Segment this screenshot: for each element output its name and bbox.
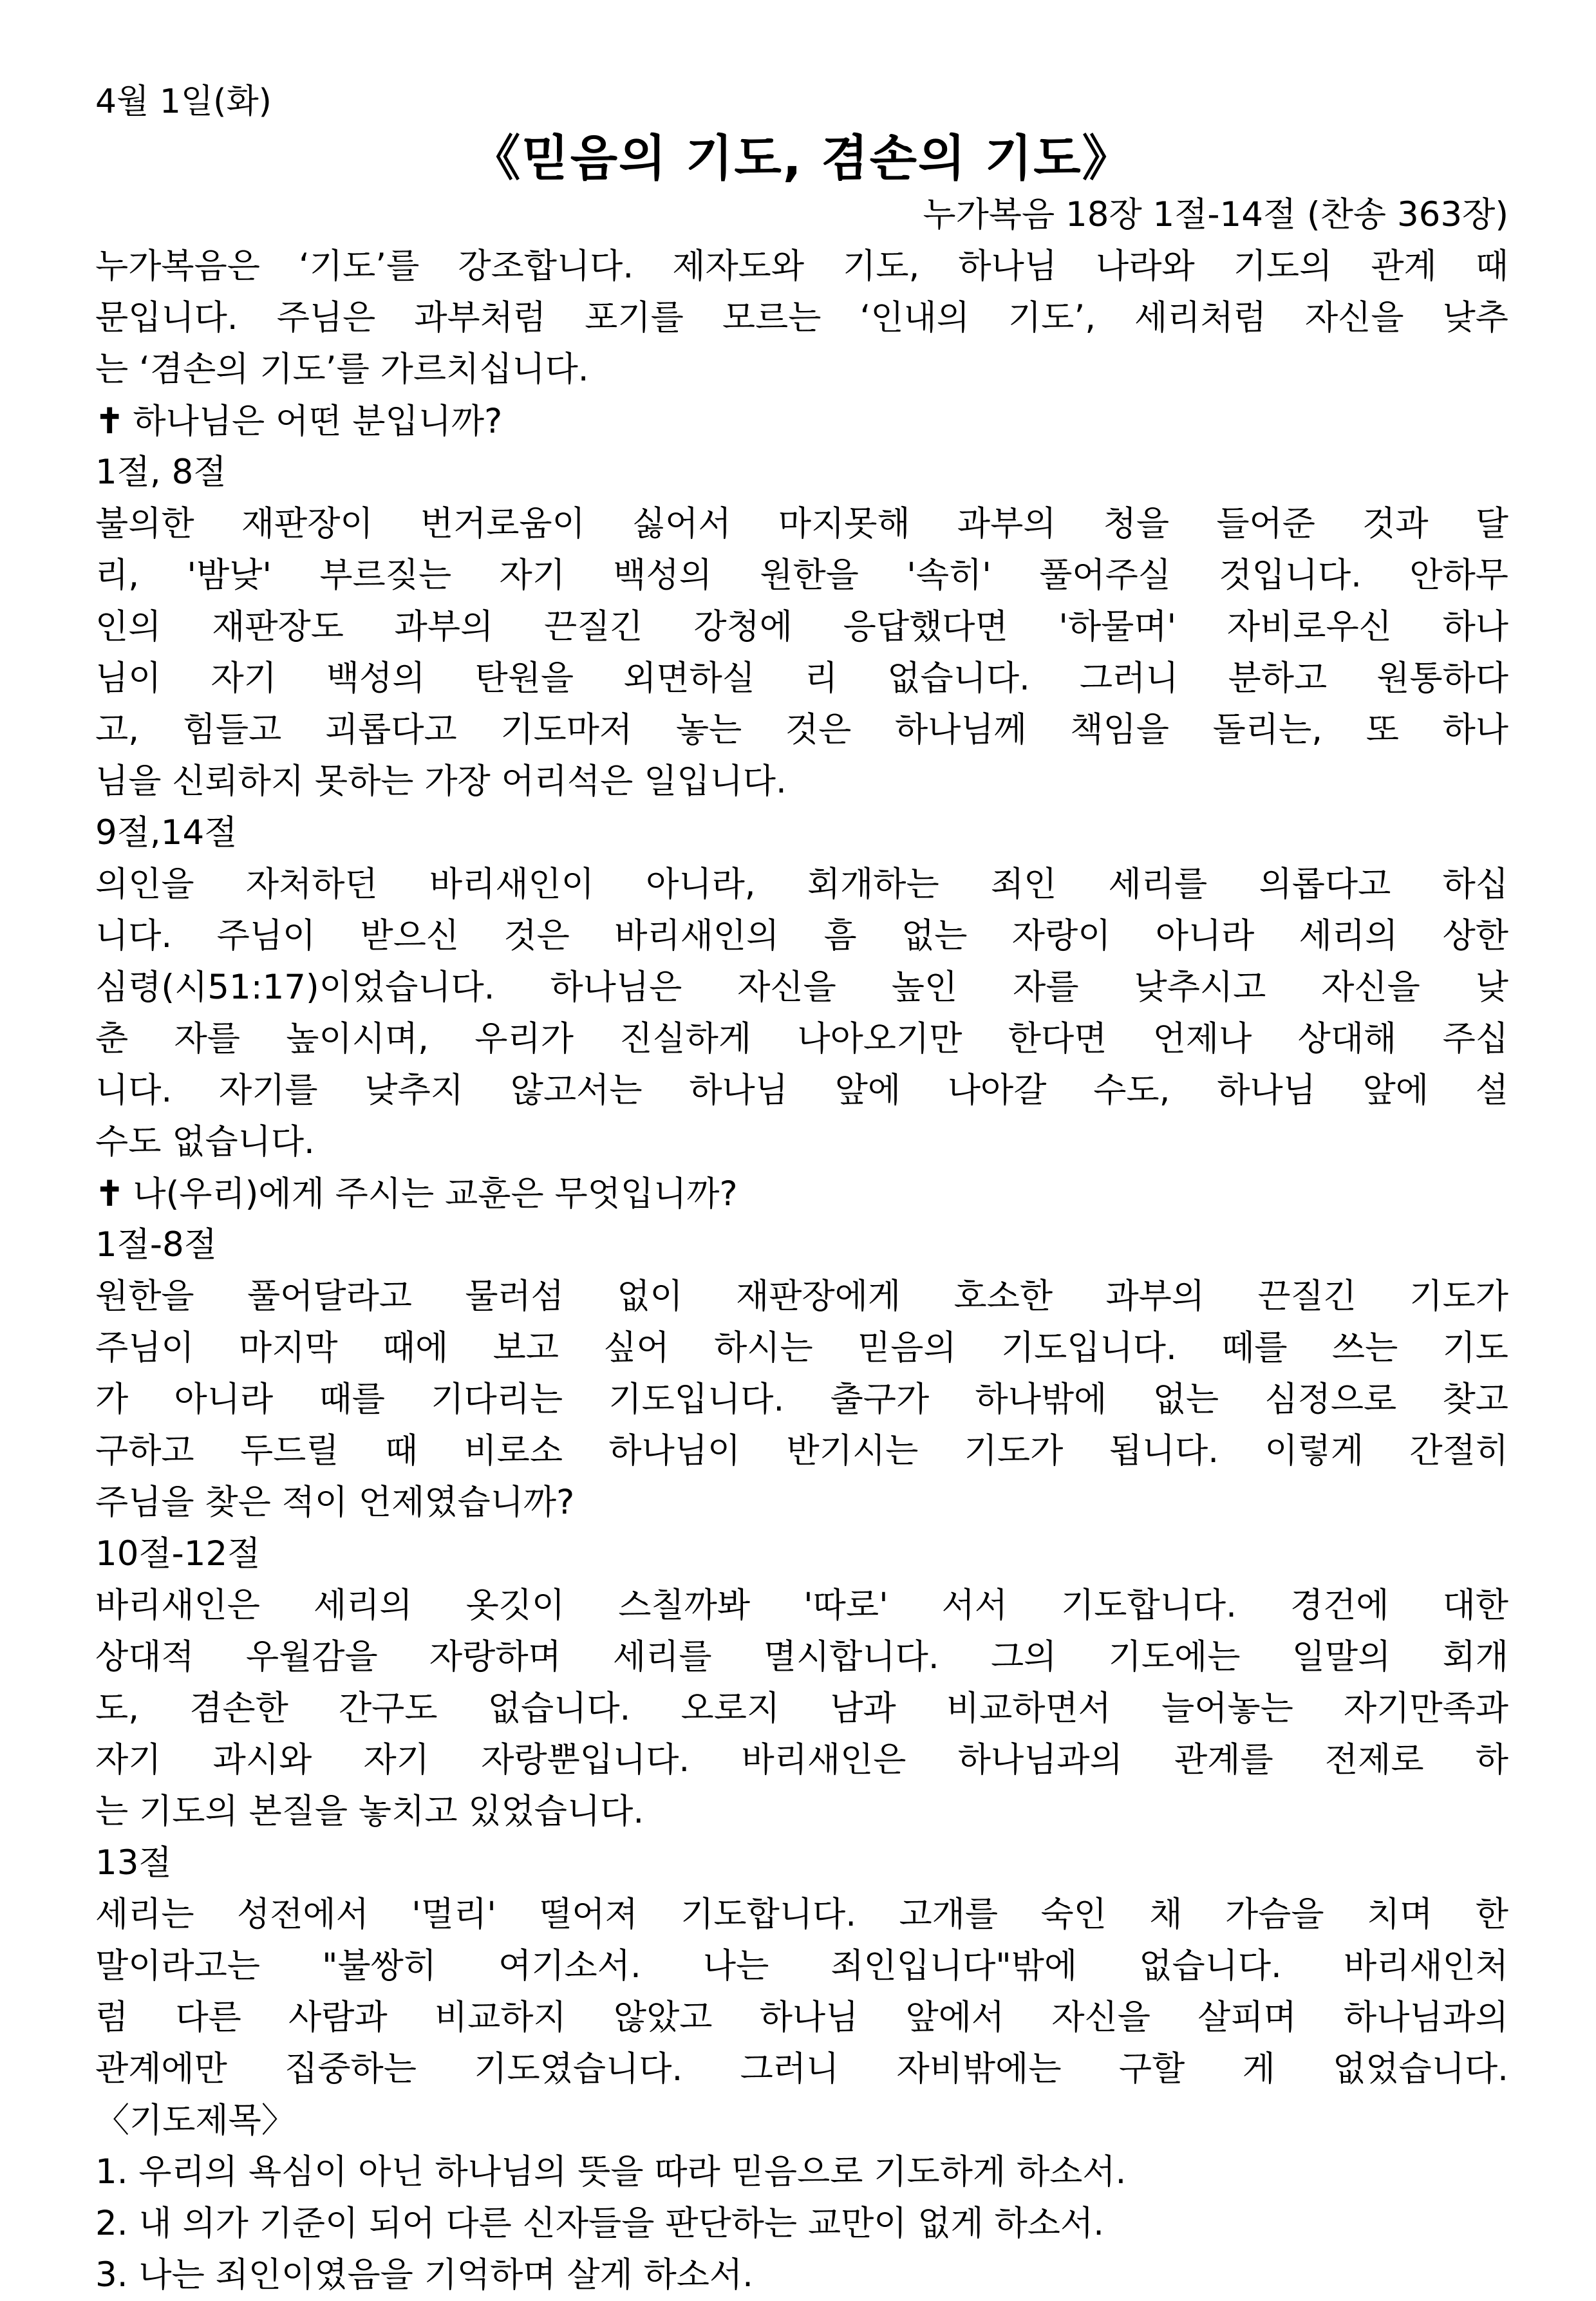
cross-icon: ✝: [95, 401, 124, 441]
paragraph-line: 고, 힘들고 괴롭다고 기도마저 놓는 것은 하나님께 책임을 돌리는, 또 하나: [95, 710, 1508, 749]
paragraph-line: 원한을 풀어달라고 물러섬 없이 재판장에게 호소한 과부의 끈질긴 기도가: [95, 1277, 1508, 1316]
cross-icon: ✝: [95, 1174, 124, 1214]
prayer-list: [95, 2146, 1508, 2301]
paragraph-line: 럼 다른 사람과 비교하지 않았고 하나님 앞에서 자신을 살피며 하나님과의: [95, 1998, 1508, 2037]
paragraph-line: 주님이 마지막 때에 보고 싶어 하시는 믿음의 기도입니다. 떼를 쓰는 기도: [95, 1328, 1508, 1367]
paragraph-line: 불의한 재판장이 번거로움이 싫어서 마지못해 과부의 청을 들어준 것과 달: [95, 504, 1508, 543]
verse-label: 9절,14절: [95, 813, 238, 852]
intro-line: 는 ‘겸손의 기도’를 가르치십니다.: [95, 350, 589, 389]
verse-label: 1절-8절: [95, 1225, 217, 1264]
devotional-page: [95, 76, 1508, 2301]
paragraph-line: 인의 재판장도 과부의 끈질긴 강청에 응답했다면 '하물며' 자비로우신 하나: [95, 607, 1508, 646]
verse-paragraph: [95, 1580, 1508, 1837]
verse-paragraph: [95, 498, 1508, 807]
paragraph-line: 말이라고는 "불쌍히 여기소서. 나는 죄인입니다"밖에 없습니다. 바리새인처: [95, 1946, 1508, 1986]
section-heading: [95, 395, 1508, 447]
paragraph-line: 세리는 성전에서 '멀리' 떨어져 기도합니다. 고개를 숙인 채 가슴을 치며 한: [95, 1895, 1508, 1934]
prayer-item: 3. 나는 죄인이였음을 기억하며 살게 하소서.: [95, 2255, 754, 2295]
prayer-heading: 〈기도제목〉: [95, 2101, 296, 2140]
paragraph-line: 바리새인은 세리의 옷깃이 스칠까봐 '따로' 서서 기도합니다. 경건에 대한: [95, 1586, 1508, 1625]
paragraph-line: 니다. 주님이 받으신 것은 바리새인의 흠 없는 자랑이 아니라 세리의 상한: [95, 916, 1508, 955]
intro-line: 문입니다. 주님은 과부처럼 포기를 모르는 ‘인내의 기도’, 세리처럼 자신을 낮추: [95, 298, 1508, 337]
paragraph-line: 주님을 찾은 적이 언제였습니까?: [95, 1483, 575, 1522]
intro-paragraph: [95, 241, 1508, 395]
verse-paragraph: [95, 859, 1508, 1168]
verse-label: 1절, 8절: [95, 453, 227, 492]
paragraph-line: 님이 자기 백성의 탄원을 외면하실 리 없습니다. 그러니 분하고 원통하다: [95, 659, 1508, 698]
paragraph-line: 관계에만 집중하는 기도였습니다. 그러니 자비밖에는 구할 게 없었습니다.: [95, 2049, 1508, 2089]
scripture-reference: 누가복음 18장 1절-14절 (찬송 363장): [923, 195, 1508, 234]
paragraph-line: 님을 신뢰하지 못하는 가장 어리석은 일입니다.: [95, 762, 787, 801]
paragraph-line: 리, '밤낮' 부르짖는 자기 백성의 원한을 '속히' 풀어주실 것입니다. 안하무: [95, 556, 1508, 595]
paragraph-line: 의인을 자처하던 바리새인이 아니라, 회개하는 죄인 세리를 의롭다고 하십: [95, 865, 1508, 904]
section-heading-text: 하나님은 어떤 분입니까?: [133, 402, 503, 441]
date-label: 4월 1일(화): [95, 82, 272, 121]
verse-paragraph: [95, 1889, 1508, 2095]
paragraph-line: 춘 자를 높이시며, 우리가 진실하게 나아오기만 한다면 언제나 상대해 주십: [95, 1019, 1508, 1058]
paragraph-line: 니다. 자기를 낮추지 않고서는 하나님 앞에 나아갈 수도, 하나님 앞에 설: [95, 1071, 1508, 1110]
intro-line: 누가복음은 ‘기도’를 강조합니다. 제자도와 기도, 하나님 나라와 기도의 관계 때: [95, 247, 1508, 286]
paragraph-line: 심령(시51:17)이었습니다. 하나님은 자신을 높인 자를 낮추시고 자신을 낮: [95, 968, 1508, 1007]
verse-label: 13절: [95, 1843, 172, 1883]
paragraph-line: 는 기도의 본질을 놓치고 있었습니다.: [95, 1792, 644, 1831]
paragraph-line: 가 아니라 때를 기다리는 기도입니다. 출구가 하나밖에 없는 심정으로 찾고: [95, 1380, 1508, 1419]
paragraph-line: 도, 겸손한 간구도 없습니다. 오로지 남과 비교하면서 늘어놓는 자기만족과: [95, 1689, 1508, 1728]
prayer-item: 1. 우리의 욕심이 아닌 하나님의 뜻을 따라 믿음으로 기도하게 하소서.: [95, 2152, 1127, 2192]
paragraph-line: 구하고 두드릴 때 비로소 하나님이 반기시는 기도가 됩니다. 이렇게 간절히: [95, 1431, 1508, 1470]
prayer-item: 2. 내 의가 기준이 되어 다른 신자들을 판단하는 교만이 없게 하소서.: [95, 2204, 1105, 2243]
section-heading-text: 나(우리)에게 주시는 교훈은 무엇입니까?: [133, 1174, 738, 1214]
paragraph-line: 상대적 우월감을 자랑하며 세리를 멸시합니다. 그의 기도에는 일말의 회개: [95, 1637, 1508, 1676]
section-heading: [95, 1168, 1508, 1219]
page-title: 《믿음의 기도, 겸손의 기도》: [471, 129, 1132, 187]
verse-paragraph: [95, 1271, 1508, 1528]
paragraph-line: 수도 없습니다.: [95, 1122, 315, 1161]
paragraph-line: 자기 과시와 자기 자랑뿐입니다. 바리새인은 하나님과의 관계를 전제로 하: [95, 1740, 1508, 1780]
verse-label: 10절-12절: [95, 1534, 261, 1573]
